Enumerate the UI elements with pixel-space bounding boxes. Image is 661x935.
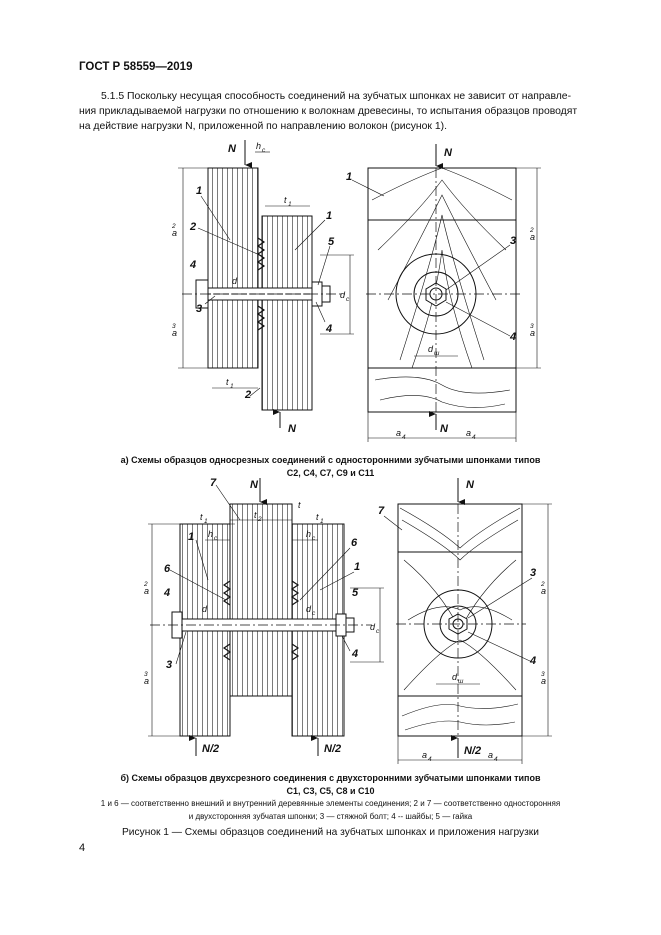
load-label-N-bottom: N [288,423,296,435]
dim-t1-bottom: t [226,377,229,387]
load-label-N-elev-bottom: N [440,423,448,435]
dim-d: d [202,604,208,614]
callout-4: 4 [190,259,197,271]
dim-a3-elev: a [530,328,536,338]
callout-1-right: 1 [326,210,333,222]
dim-a2-elev: a [541,586,547,596]
figure-b-caption-line1: б) Схемы образцов двухсрезного соединения с двухсторонними зубчатыми шпонками типов [120,773,541,783]
callout-4-right: 4 [326,323,333,335]
callout-1-right: 1 [354,561,361,573]
legend-line2: и двухсторонняя зубчатая шпонки; 3 — стяжной болт; 4 -- шайбы; 5 — гайка [188,811,473,821]
paragraph-line: на действие нагрузки N, приложенной по направлению волокон (рисунок 1). [79,121,447,132]
dim-hc-right: h [306,529,312,539]
paragraph-line: 5.1.5 Поскольку несущая способность соединений на зубчатых шпонках не зависит от направле- [101,91,572,102]
figure-b-elevation-view [384,478,552,764]
dim-dc-sub: c [346,296,350,303]
callout-7-elev: 7 [378,505,385,517]
callout-2-bottom: 2 [245,389,252,401]
callout-6-right: 6 [351,537,358,549]
paragraph-line: ния прикладываемой нагрузки по отношению к волокнам древесины, то испытания образцов проводят [79,106,578,117]
dim-a2: a [144,586,150,596]
dim-a4-left: a [422,750,428,760]
dim-hc-sub: c [262,147,266,154]
dim-a4-right: a [488,750,494,760]
dim-dc: d [370,622,376,632]
figure-b-caption-line2: С1, С3, С5, С8 и С10 [286,785,375,796]
load-label-N-elev: N [466,479,474,491]
dim-t1-left: t [200,512,203,522]
dim-a4-left-sub: 4 [402,434,406,441]
document-header: ГОСТ Р 58559—2019 [79,61,193,73]
callout-2: 2 [190,221,197,233]
dim-d: d [232,276,238,286]
callout-7: 7 [210,477,217,489]
dim-dw-sub: ш [458,678,464,685]
dim-t: t [298,500,301,510]
dim-dw: d [428,344,434,354]
dim-a3-sub-elev: 3 [541,671,545,678]
dim-a3-sub-elev: 3 [530,323,534,330]
callout-5: 5 [328,236,335,248]
dim-t1-left-sub: 1 [204,518,208,525]
callout-1-elev: 1 [346,171,353,183]
dim-t1-right-sub: 1 [320,518,324,525]
figure-a-caption [60,454,601,479]
dim-a4-right-sub: 4 [494,756,498,763]
dim-a2: a [172,228,178,238]
dim-hc-left: h [208,529,214,539]
dim-dw-sub: ш [434,350,440,357]
figure-a-caption-line2: С2, С4, С7, С9 и С11 [286,467,375,478]
dim-a3-sub: 3 [144,671,148,678]
callout-1: 1 [196,185,203,197]
dim-dc: d [340,290,346,300]
load-label-N2-left: N/2 [202,743,220,755]
legend-line1: 1 и 6 — соответственно внешний и внутренний деревянные элементы соединения; 2 и 7 — соответственно односторонняя [100,799,561,808]
dim-a2-sub: 2 [172,223,176,230]
figure-a-elevation-view [352,144,541,442]
dim-t2-sub: 2 [258,516,262,523]
callout-4-right: 4 [352,648,359,660]
load-label-N2-elev: N/2 [464,745,482,757]
figure-a-caption-line1: а) Схемы образцов односрезных соединений с односторонними зубчатыми шпонками типов [120,455,541,465]
figure-a-section-view [178,140,354,428]
dim-t1: t [284,195,287,205]
figure-caption: Рисунок 1 — Схемы образцов соединений на зубчатых шпонках и приложения нагрузки [122,827,539,838]
dim-a4-right: a [466,428,472,438]
load-label-N2-right: N/2 [324,743,342,755]
outer-wood-element [208,168,258,368]
dim-a4-right-sub: 4 [472,434,476,441]
load-label-N: N [250,479,258,491]
callout-5: 5 [352,587,359,599]
figure-legend [60,798,601,823]
dim-a3-elev: a [541,676,547,686]
inner-wood-element [262,216,312,410]
callout-3: 3 [166,659,173,671]
dim-a2-sub: 2 [144,581,148,588]
dim-hc: h [256,141,262,151]
load-label-N: N [228,143,236,155]
dim-a3: a [144,676,150,686]
callout-4-elev: 4 [530,655,537,667]
load-label-N-elev: N [444,147,452,159]
dim-a2-sub-elev: 2 [530,227,534,234]
figure-b-section-view [148,478,384,756]
dim-hc-left-sub: c [214,535,218,542]
callout-1: 1 [188,531,195,543]
callout-4: 4 [164,587,171,599]
callout-3-elev: 3 [530,567,537,579]
dim-hc-right-sub: c [312,535,316,542]
callout-6: 6 [164,563,171,575]
dim-a2-sub-elev: 2 [541,581,545,588]
dim-t1-right: t [316,512,319,522]
inner-element [230,504,292,696]
dim-t1-sub: 1 [288,201,292,208]
dim-a3: a [172,328,178,338]
callout-4-elev: 4 [510,331,517,343]
dim-a2-elev: a [530,232,536,242]
dim-t1-bottom-sub: 1 [230,383,234,390]
figure-b-caption [60,772,601,797]
dim-dc-inner-sub: c [312,610,316,617]
page-number: 4 [79,842,86,854]
dim-dc-sub: c [376,628,380,635]
dim-dc-inner: d [306,604,312,614]
callout-3: 3 [196,303,203,315]
dim-a3-sub: 3 [172,323,176,330]
dim-dw: d [452,672,458,682]
dim-a4-left-sub: 4 [428,756,432,763]
callout-3-elev: 3 [510,235,517,247]
dim-a4-left: a [396,428,402,438]
dim-t2: t [254,510,257,520]
